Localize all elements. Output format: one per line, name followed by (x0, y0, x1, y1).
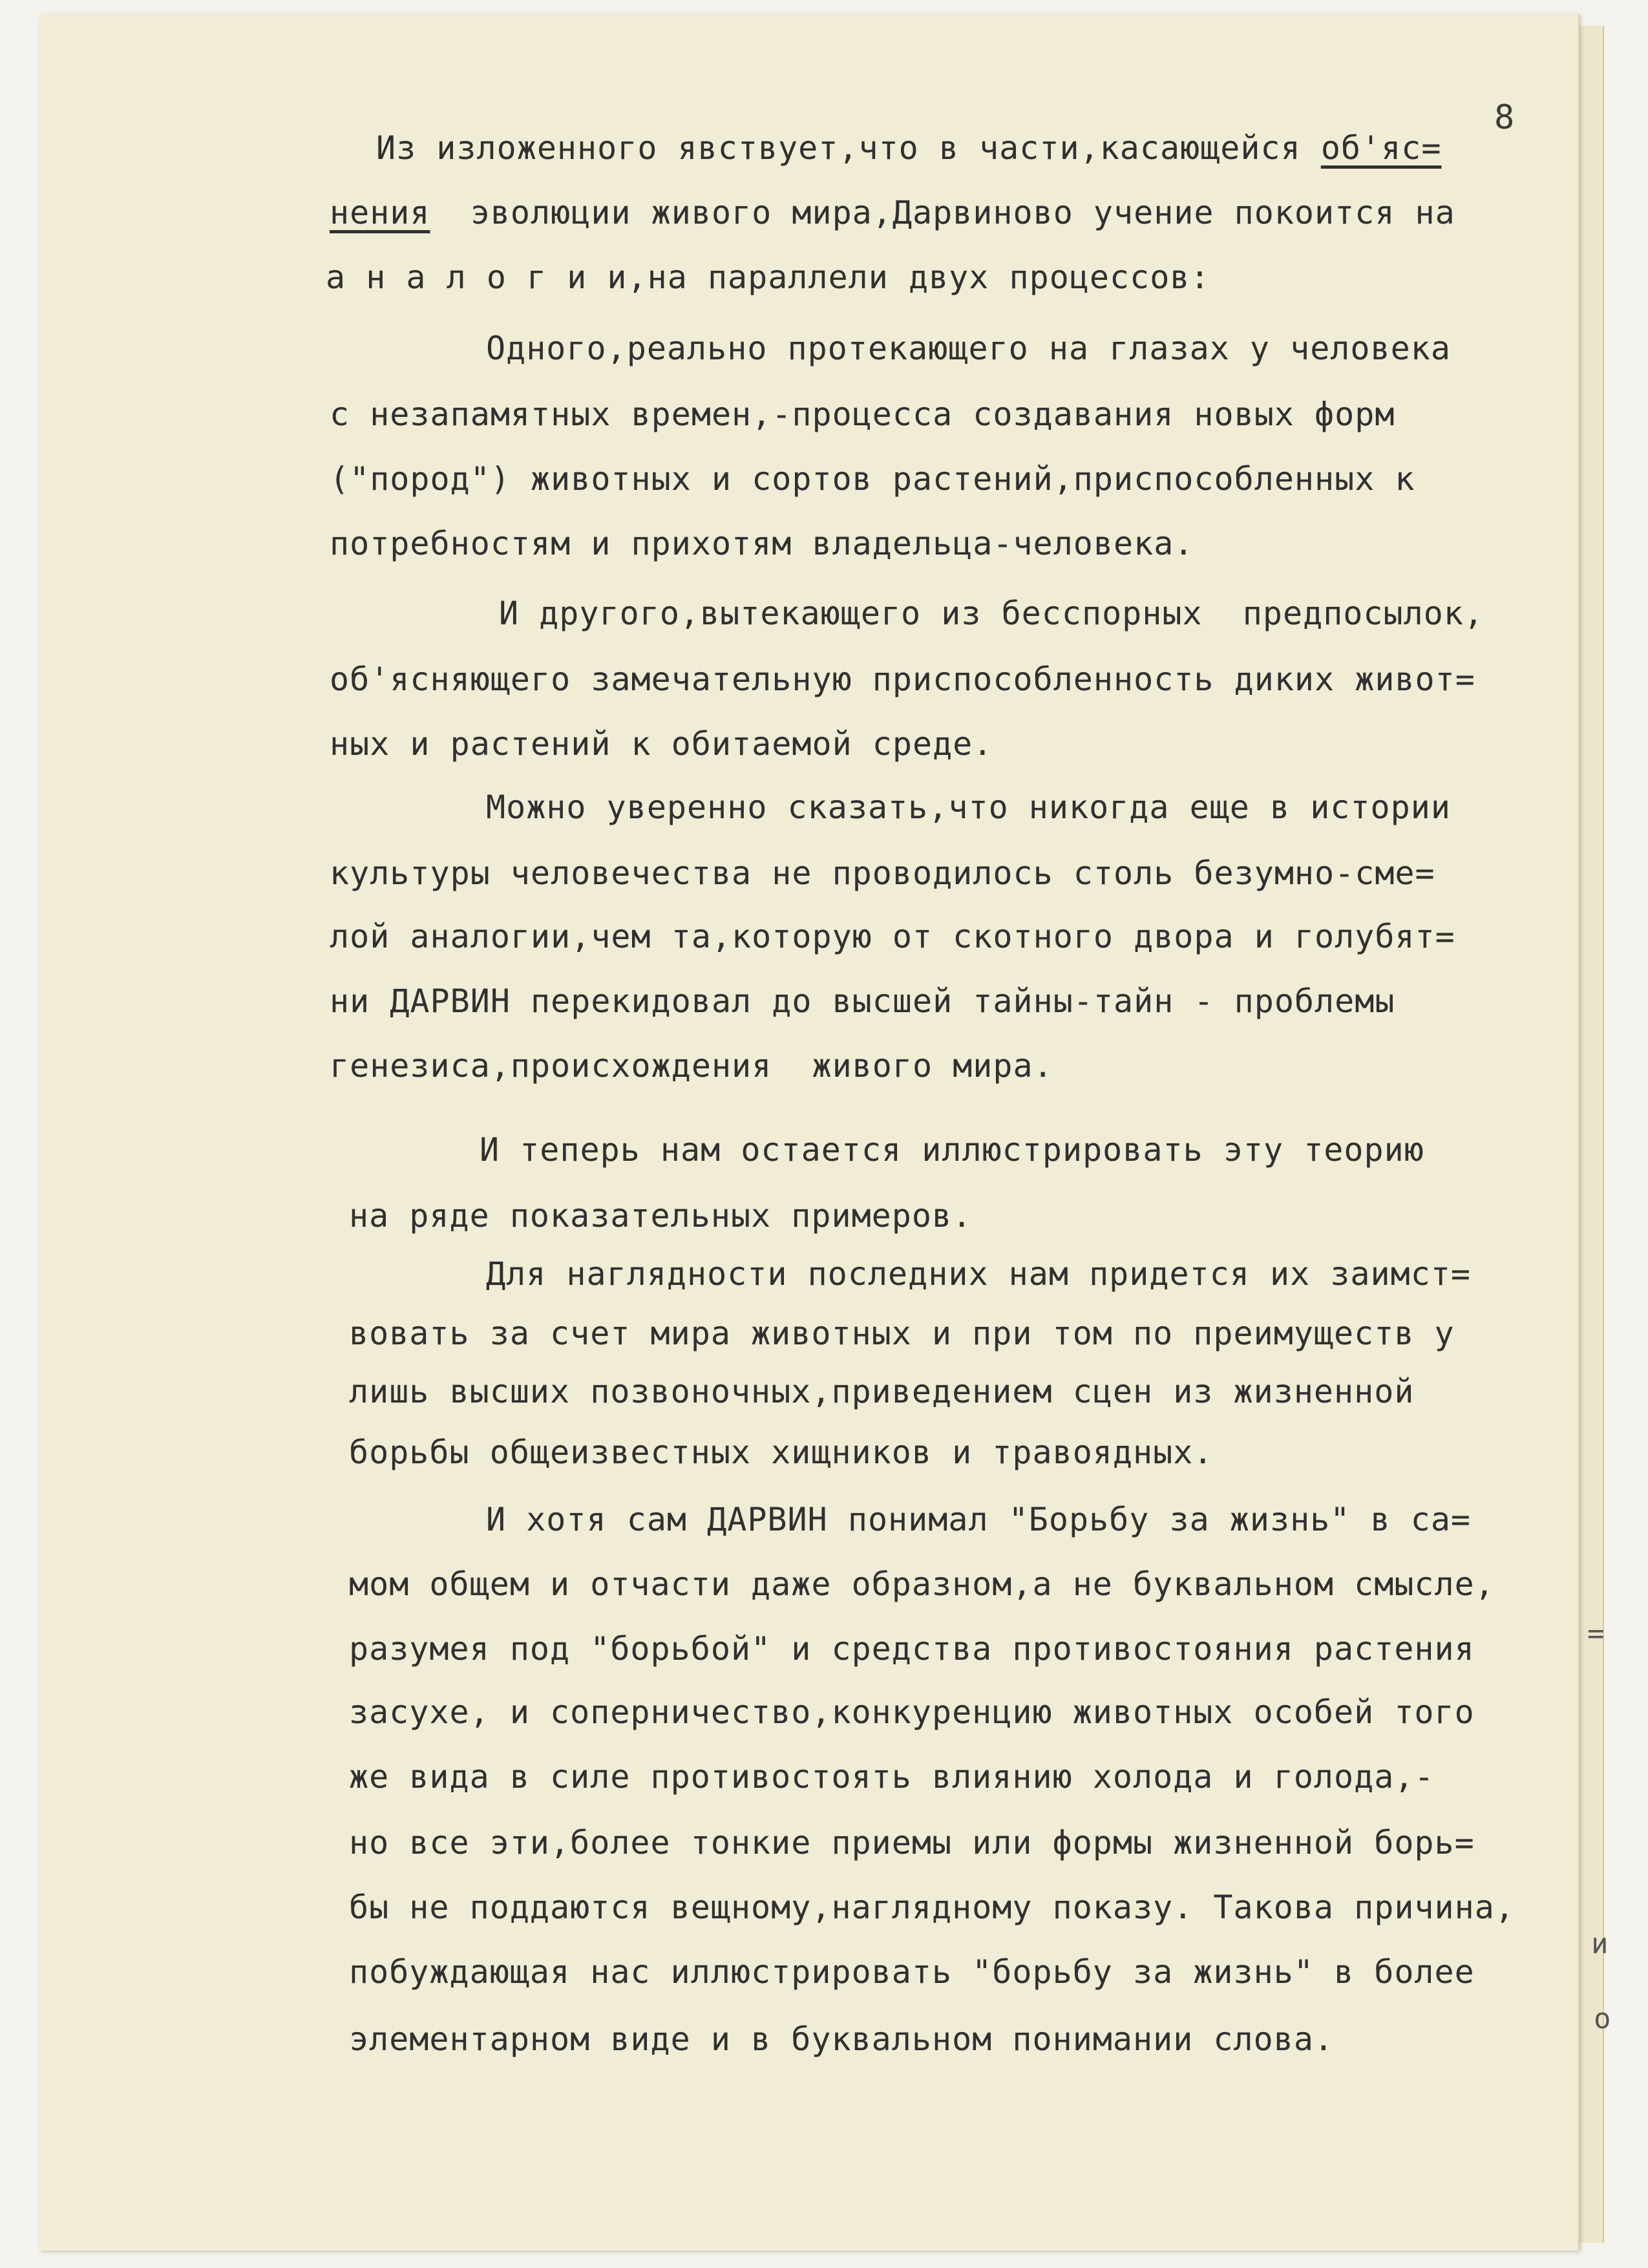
margin-mark-3: о (1594, 2002, 1611, 2035)
text-line-18: Для наглядности последних нам придется их заимст= (486, 1255, 1472, 1293)
text-line-21: борьбы общеизвестных хищников и травоядных. (349, 1434, 1214, 1471)
text-line-4: Одного,реально протекающего на глазах у человека (486, 330, 1451, 367)
text-line-29: побуждающая нас иллюстрировать "борьбу за жизнь" в более (349, 1953, 1475, 1991)
text-line-28: бы не поддаются вещному,наглядному показу. Такова причина, (349, 1889, 1515, 1926)
text-line-5: с незапамятных времен,-процесса создавания новых форм (330, 396, 1395, 433)
text-line-10: ных и растений к обитаемой среде. (330, 725, 993, 763)
text-line-9: об'ясняющего замечательную приспособленность диких живот= (330, 661, 1475, 698)
text-line-30: элементарном виде и в буквальном понимании слова. (349, 2020, 1335, 2058)
text-line-11: Можно уверенно сказать,что никогда еще в истории (486, 789, 1451, 826)
text-line-24: разумея под "борьбой" и средства противостояния растения (349, 1630, 1475, 1668)
text-line-6: ("пород") животных и сортов растений,приспособленных к (330, 460, 1415, 498)
text-line-14: ни ДАРВИН перекидовал до высшей тайны-тайн - проблемы (330, 982, 1395, 1020)
text-line-17: на ряде показательных примеров. (349, 1197, 973, 1235)
text-line-19: вовать за счет мира животных и при том по преимуществ у (349, 1315, 1455, 1352)
margin-mark-1: = (1587, 1617, 1605, 1650)
text-line-26: же вида в силе противостоять влиянию холода и голода,- (349, 1758, 1435, 1796)
underlined-word: нения (330, 194, 430, 231)
text-line-3: а н а л о г и и,на параллели двух процессов: (326, 259, 1210, 296)
text-line-7: потребностям и прихотям владельца-человека. (330, 525, 1194, 562)
text-line-27: но все эти,более тонкие приемы или формы жизненной борь= (349, 1824, 1475, 1861)
text-line-20: лишь высших позвоночных,приведением сцен из жизненной (349, 1373, 1415, 1410)
page-number: 8 (1494, 98, 1515, 137)
text-line-13: лой аналогии,чем та,которую от скотного двора и голубят= (330, 918, 1455, 955)
text-line-23: мом общем и отчасти даже образном,а не буквальном смысле, (349, 1565, 1495, 1603)
text-line-12: культуры человечества не проводилось столь безумно-сме= (330, 854, 1435, 892)
text-line-22: И хотя сам ДАРВИН понимал "Борьбу за жизнь" в са= (486, 1501, 1472, 1538)
margin-mark-2: и (1591, 1927, 1609, 1960)
text-line-8: И другого,вытекающего из бесспорных предпосылок, (499, 595, 1484, 632)
text-line-2: нения эволюции живого мира,Дарвиново учение покоится на (330, 194, 1455, 231)
text-line-15: генезиса,происхождения живого мира. (330, 1047, 1053, 1085)
text-line-25: засухе, и соперничество,конкуренцию животных особей того (349, 1693, 1475, 1731)
underlined-word: об'яс= (1320, 129, 1442, 167)
text-line-1: Из изложенного явствует,что в части,касающейся об'яс= (376, 129, 1442, 167)
typewritten-page (40, 14, 1611, 2251)
text-line-16: И теперь нам остается иллюстрировать эту теорию (480, 1131, 1424, 1169)
